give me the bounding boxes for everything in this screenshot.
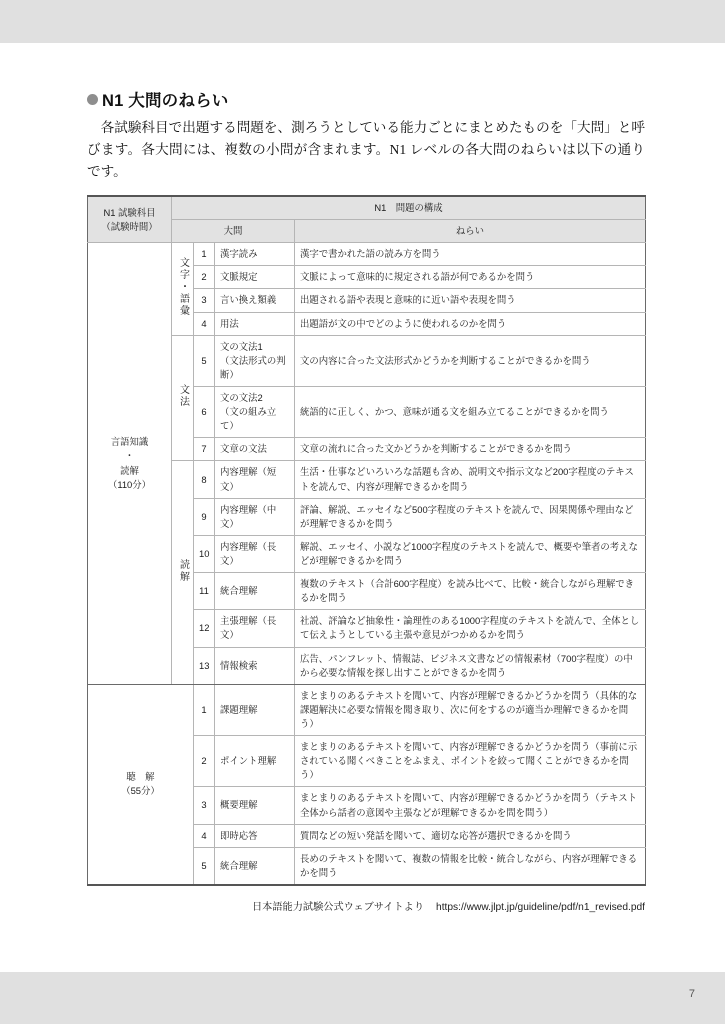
table-header-row-1 [88, 196, 646, 220]
subject-line-2: ・ [124, 450, 135, 462]
source-text: 日本語能力試験公式ウェブサイトより [251, 901, 425, 913]
bottom-gray-band [0, 972, 725, 1024]
header-subject-line1: N1 試験科目 [103, 206, 156, 218]
row-title: 用法 [215, 312, 295, 335]
question-structure-table [87, 195, 646, 886]
subject-line-2: （55分） [121, 785, 160, 797]
group-label-dokkai [172, 461, 194, 684]
table-row [88, 684, 646, 735]
row-aim: 生活・仕事などいろいろな話題も含め、説明文や指示文など200字程度のテキストを読んで、内容が理解できるかを問う [295, 461, 646, 498]
row-aim: 解説、エッセイ、小説など1000字程度のテキストを読んで、概要や筆者の考えなどが理解できるかを問う [295, 535, 646, 572]
row-number: 2 [194, 266, 215, 289]
row-number: 3 [194, 289, 215, 312]
page-title [87, 87, 645, 111]
row-aim: 広告、パンフレット、情報誌、ビジネス文書などの情報素材（700字程度）の中から必要な情報を探し出すことができるかを問う [295, 647, 646, 684]
source-url[interactable]: https://www.jlpt.jp/guideline/pdf/n1_revised.pdf [436, 901, 645, 913]
row-title [215, 335, 295, 386]
row-number: 12 [194, 610, 215, 647]
subject-line-1: 言語知識 [110, 436, 149, 448]
row-title: 統合理解 [215, 847, 295, 885]
row-title: 内容理解（短文） [215, 461, 295, 498]
row-number: 4 [194, 824, 215, 847]
table-row [88, 335, 646, 386]
row-number: 10 [194, 535, 215, 572]
page-body [0, 43, 725, 972]
row-aim: まとまりのあるテキストを聞いて、内容が理解できるかどうかを問う（具体的な課題解決に必要な情報を聞き取り、次に何をするのが適当か理解できるかを問う） [295, 684, 646, 735]
row-title: 主張理解（長文） [215, 610, 295, 647]
row-aim: 評論、解説、エッセイなど500字程度のテキストを読んで、因果関係や理由などが理解できるかを問う [295, 498, 646, 535]
row-title: 内容理解（中文） [215, 498, 295, 535]
row-number: 8 [194, 461, 215, 498]
row-title: 統合理解 [215, 573, 295, 610]
row-title: 言い換え類義 [215, 289, 295, 312]
source-attribution [87, 898, 645, 913]
row-title: 漢字読み [215, 243, 295, 266]
row-title: 課題理解 [215, 684, 295, 735]
group-label-text: 読解 [177, 558, 189, 583]
row-number: 13 [194, 647, 215, 684]
row-aim: 出題語が文の中でどのように使われるのかを問う [295, 312, 646, 335]
page-content [87, 87, 645, 913]
header-subject-col [88, 196, 172, 243]
row-title: 概要理解 [215, 787, 295, 824]
row-title [215, 387, 295, 438]
row-title: ポイント理解 [215, 736, 295, 787]
row-aim: 長めのテキストを聞いて、複数の情報を比較・統合しながら、内容が理解できるかを問う [295, 847, 646, 885]
row-aim: 出題される語や表現と意味的に近い語や表現を問う [295, 289, 646, 312]
row-number: 9 [194, 498, 215, 535]
top-gray-band [0, 0, 725, 43]
subject-line-4: （110分） [107, 478, 152, 490]
row-aim: 文脈によって意味的に規定される語が何であるかを問う [295, 266, 646, 289]
row-aim: 統語的に正しく、かつ、意味が通る文を組み立てることができるかを問う [295, 387, 646, 438]
row-title-line1: 文の文法1 [220, 340, 263, 352]
row-title: 文章の文法 [215, 438, 295, 461]
row-number: 11 [194, 573, 215, 610]
page-title-text: N1 大問のねらい [102, 92, 229, 110]
row-aim: 文章の流れに合った文かどうかを判断することができるかを問う [295, 438, 646, 461]
header-structure-span: N1 問題の構成 [172, 196, 646, 220]
row-number: 3 [194, 787, 215, 824]
header-subject-line2: （試験時間） [101, 220, 158, 232]
table-row [88, 461, 646, 498]
subject-line-3: 読解 [120, 464, 139, 476]
row-title: 内容理解（長文） [215, 535, 295, 572]
table-header-row-2 [88, 220, 646, 243]
row-title: 即時応答 [215, 824, 295, 847]
header-nerai-col: ねらい [295, 220, 646, 243]
row-number: 6 [194, 387, 215, 438]
row-number: 5 [194, 847, 215, 885]
row-aim: 文の内容に合った文法形式かどうかを判断することができるかを問う [295, 335, 646, 386]
row-number: 1 [194, 684, 215, 735]
page-number: 7 [688, 988, 695, 1000]
row-number: 5 [194, 335, 215, 386]
row-number: 1 [194, 243, 215, 266]
header-daimon-col: 大問 [172, 220, 295, 243]
group-label-text: 文字・語彙 [177, 256, 189, 317]
row-title: 情報検索 [215, 647, 295, 684]
row-title-line1: 文の文法2 [220, 392, 263, 404]
row-aim: 社説、評論など抽象性・論理性のある1000字程度のテキストを読んで、全体として伝えようとしている主張や意見がつかめるかを問う [295, 610, 646, 647]
row-number: 7 [194, 438, 215, 461]
row-title: 文脈規定 [215, 266, 295, 289]
intro-paragraph: 各試験科目で出題する問題を、測ろうとしている能力ごとにまとめたものを「大問」と呼びます。各大問には、複数の小問が含まれます。N1 レベルの各大問のねらいは以下の通りです。 [87, 120, 645, 180]
group-label-bunpou [172, 335, 194, 461]
group-label-text: 文法 [177, 384, 189, 409]
group-label-moji-goi [172, 243, 194, 335]
row-aim: 漢字で書かれた語の読み方を問う [295, 243, 646, 266]
subject-cell-language-knowledge [88, 243, 172, 685]
row-aim: まとまりのあるテキストを聞いて、内容が理解できるかどうかを問う（テキスト全体から話者の意図や主張などが理解できるかを問を問う） [295, 787, 646, 824]
filled-circle-bullet-icon [87, 94, 98, 105]
row-number: 4 [194, 312, 215, 335]
row-aim: 質問などの短い発話を聞いて、適切な応答が選択できるかを問う [295, 824, 646, 847]
row-title-line2: （文の組み立て） [220, 406, 277, 432]
subject-cell-listening [88, 684, 194, 885]
row-title-line2: （文法形式の判断） [220, 354, 286, 380]
table-row [88, 243, 646, 266]
row-number: 2 [194, 736, 215, 787]
subject-line-1: 聴 解 [126, 771, 155, 783]
row-aim: まとまりのあるテキストを聞いて、内容が理解できるかどうかを問う（事前に示されている聞くべきことをふまえ、ポイントを絞って聞くことができるかを問う） [295, 736, 646, 787]
row-aim: 複数のテキスト（合計600字程度）を読み比べて、比較・統合しながら理解できるかを問う [295, 573, 646, 610]
